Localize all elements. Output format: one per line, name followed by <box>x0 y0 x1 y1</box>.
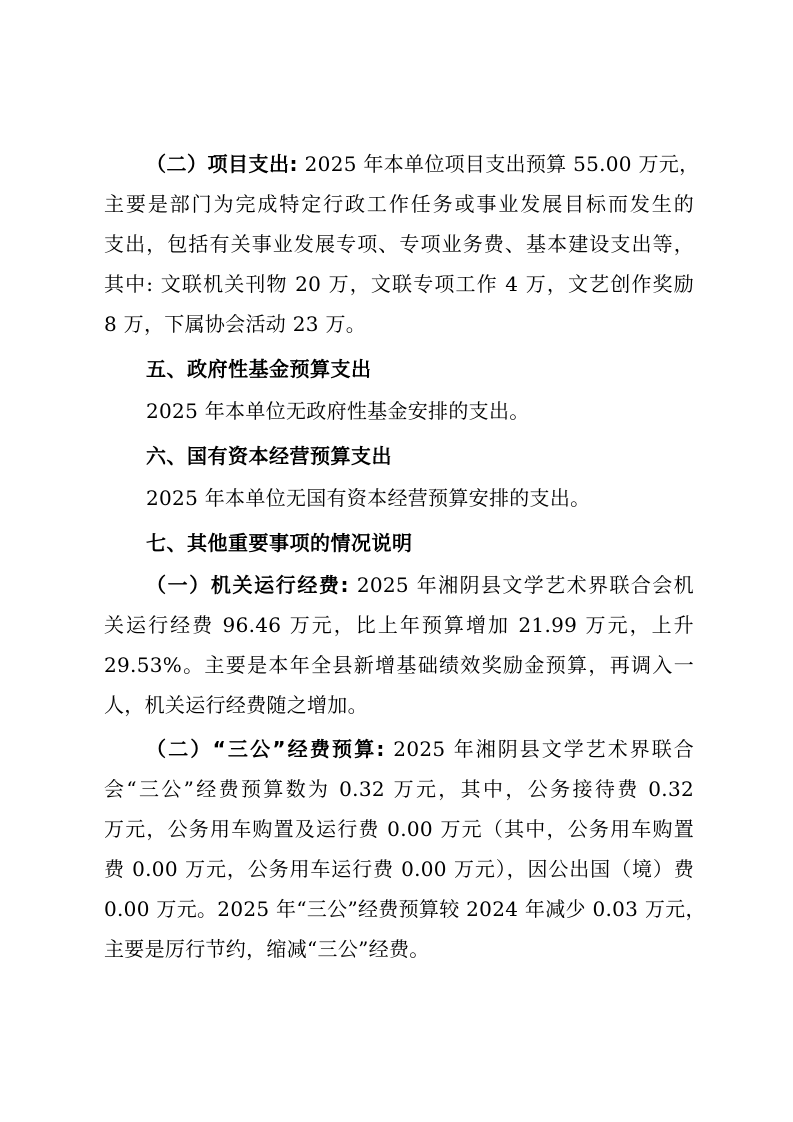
sangong-expense-label: （二）“三公”经费预算: <box>146 737 385 761</box>
paragraph-line: 0.00 万元。2025 年“三公”经费预算较 2024 年减少 0.03 万元， <box>104 897 706 921</box>
paragraph-line: 29.53%。主要是本年全县新增基础绩效奖励金预算，再调入一 <box>104 653 694 677</box>
paragraph-line: 人，机关运行经费随之增加。 <box>104 693 368 717</box>
section-six-heading: 六、国有资本经营预算支出 <box>146 444 392 468</box>
paragraph-line: 主要是部门为完成特定行政工作任务或事业发展目标而发生的 <box>104 192 694 216</box>
paragraph-line: 会“三公”经费预算数为 0.32 万元，其中，公务接待费 0.32 <box>104 777 694 801</box>
paragraph-line: 万元，公务用车购置及运行费 0.00 万元（其中，公务用车购置 <box>104 817 694 841</box>
section-five-heading: 五、政府性基金预算支出 <box>146 357 372 381</box>
paragraph-line: 支出，包括有关事业发展专项、专项业务费、基本建设支出等， <box>104 232 694 256</box>
operating-expense-label: （一）机关运行经费: <box>146 573 350 597</box>
section-five-paragraph <box>104 391 694 431</box>
paragraph-line: 8 万，下属协会活动 23 万。 <box>104 312 367 336</box>
paragraph-line: 费 0.00 万元，公务用车运行费 0.00 万元），因公出国（境）费 <box>104 857 694 881</box>
document-body <box>104 144 706 969</box>
paragraph-line: 主要是厉行节约，缩减“三公”经费。 <box>104 937 430 961</box>
operating-expense-paragraph <box>104 565 694 725</box>
paragraph-line: 其中: 文联机关刊物 20 万，文联专项工作 4 万，文艺创作奖励 <box>104 272 694 296</box>
project-expenditure-paragraph <box>104 144 700 344</box>
sangong-expense-paragraph <box>104 729 706 969</box>
paragraph-line: 2025 年湘阴县文学艺术界联合 <box>384 737 694 761</box>
paragraph-line: 关运行经费 96.46 万元，比上年预算增加 21.99 万元，上升 <box>104 613 694 637</box>
paragraph-line: 2025 年本单位无国有资本经营预算安排的支出。 <box>146 486 591 510</box>
paragraph-line: 2025 年湘阴县文学艺术界联合会机 <box>349 573 694 597</box>
section-six-paragraph <box>104 478 694 518</box>
paragraph-line: 2025 年本单位无政府性基金安排的支出。 <box>146 399 530 423</box>
section-seven-heading: 七、其他重要事项的情况说明 <box>146 531 413 555</box>
paragraph-line: 2025 年本单位项目支出预算 55.00 万元， <box>298 152 700 176</box>
project-expenditure-label: （二）项目支出: <box>146 152 298 176</box>
